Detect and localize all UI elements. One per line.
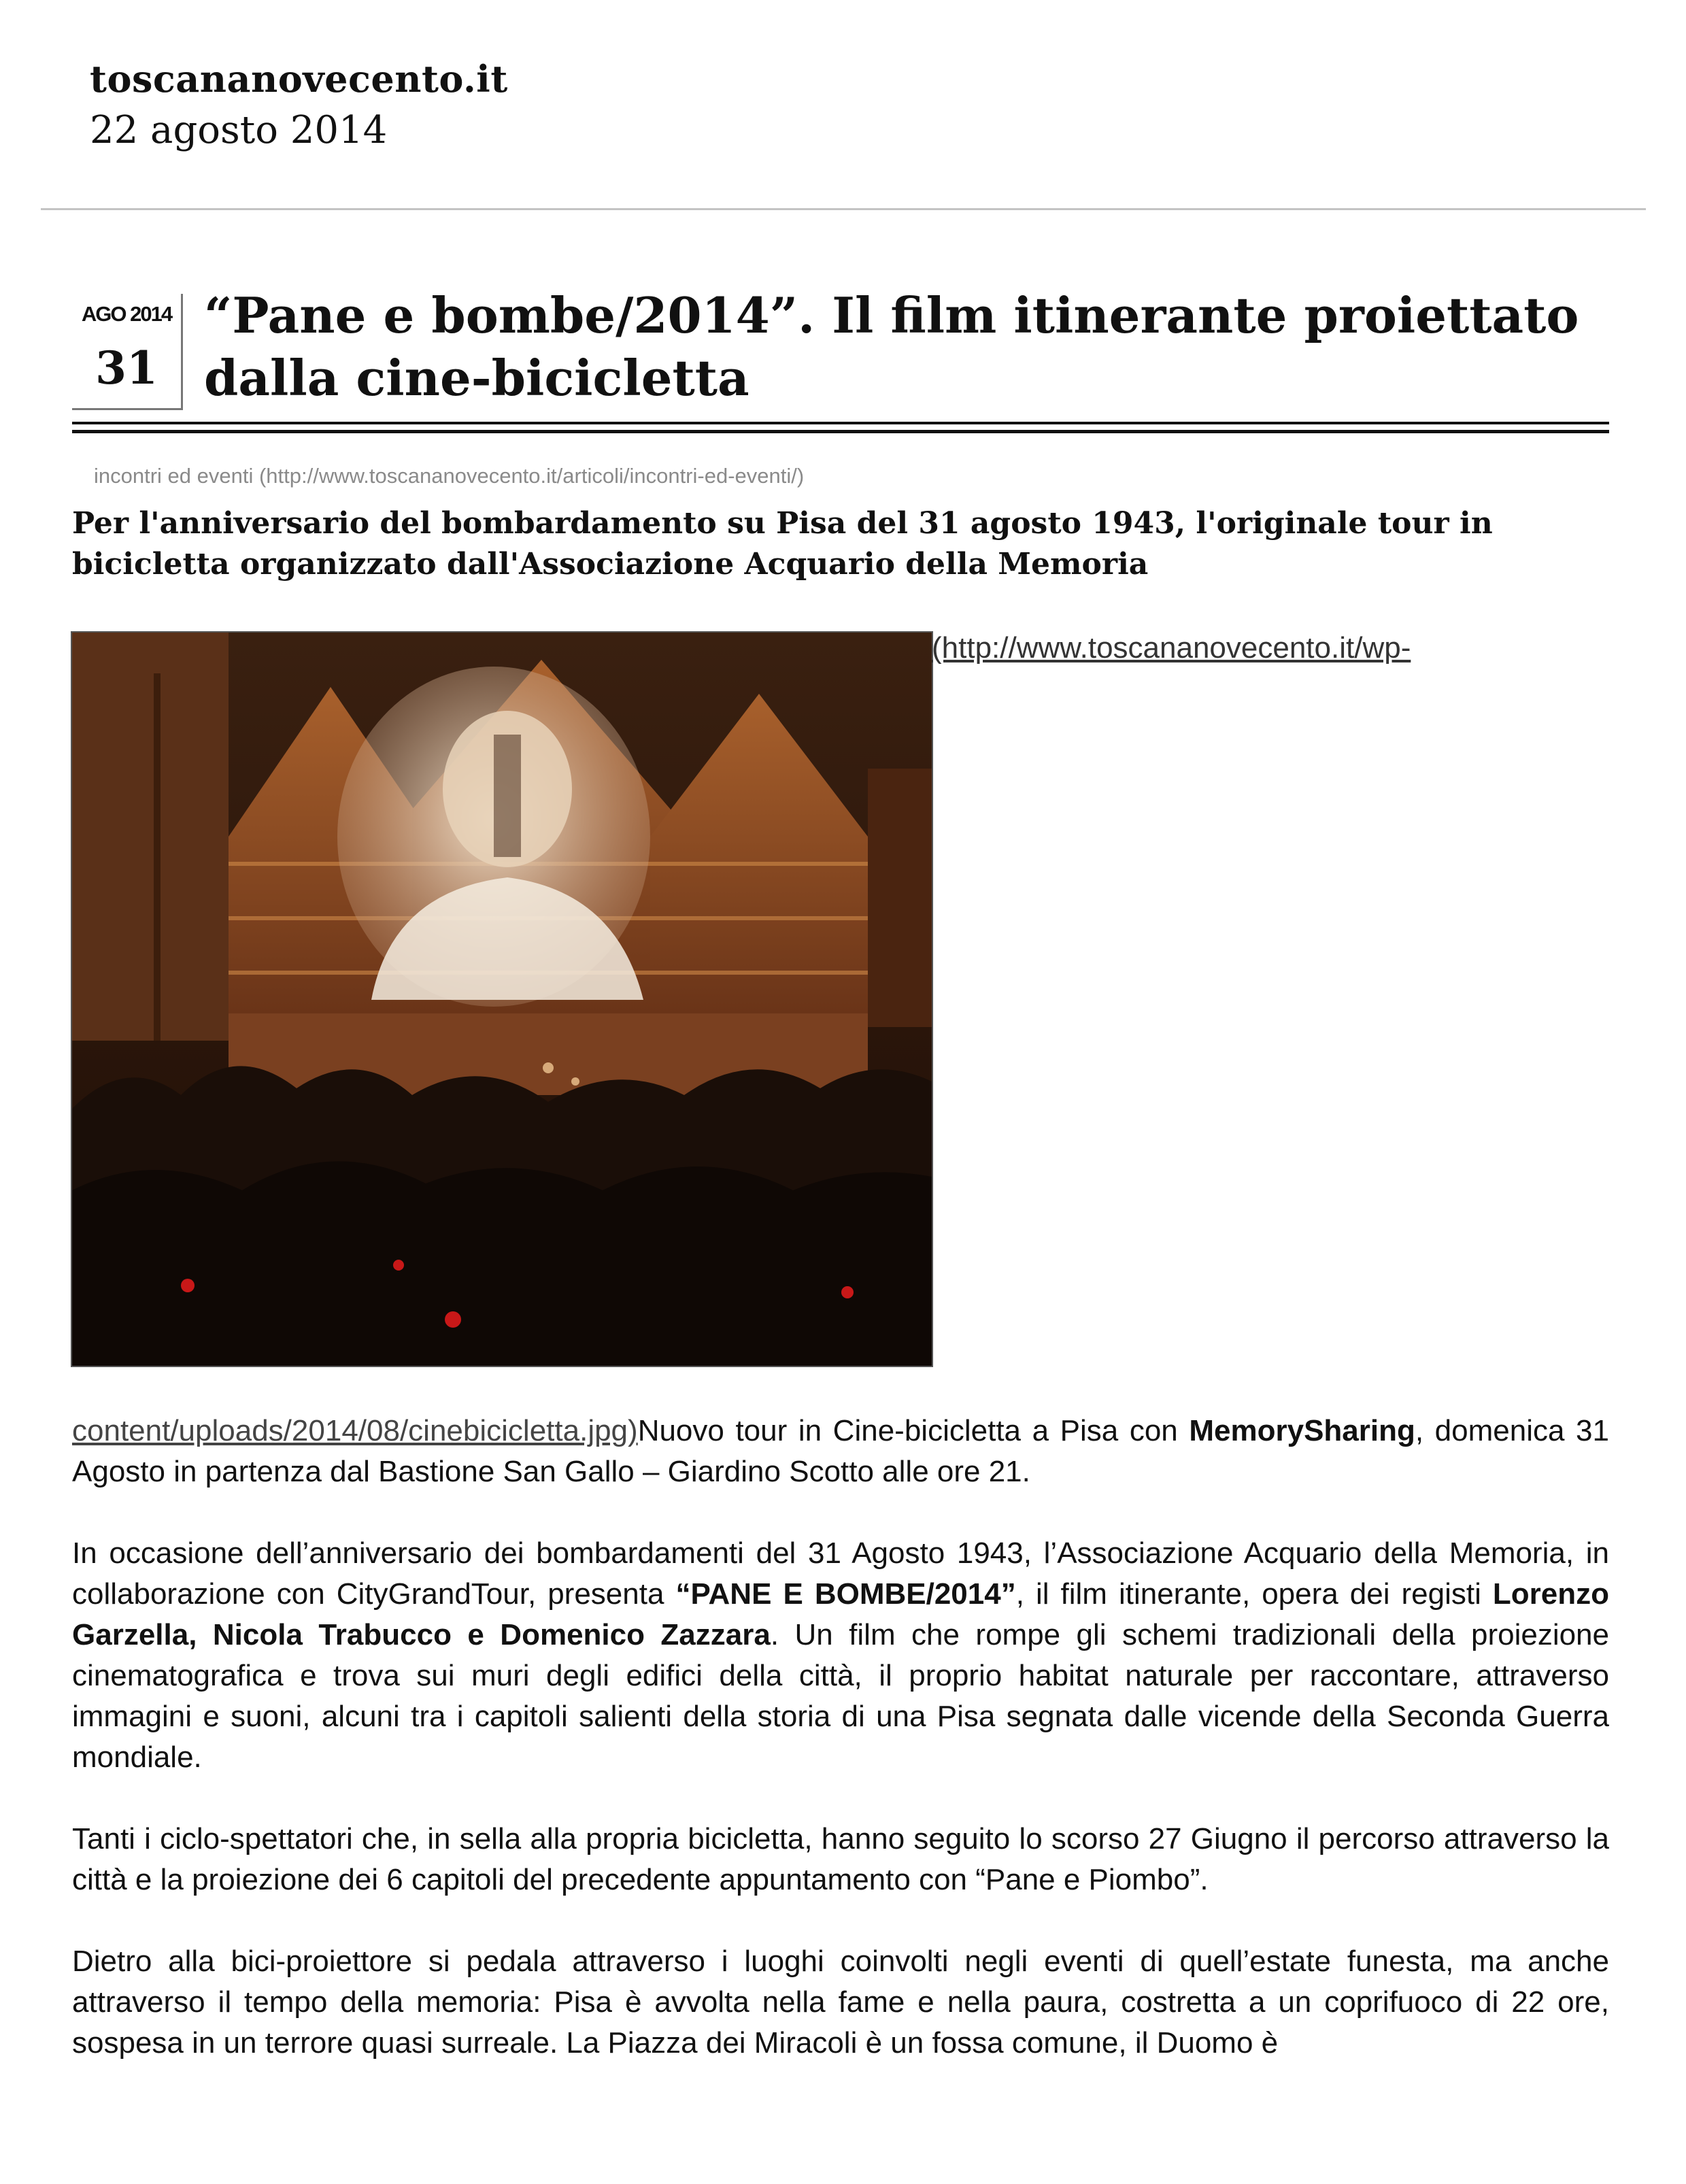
body-text-span: In occasione dell’anniversario dei bombardamenti del 31 Agosto 1943, l’Associazione Acquario della Memoria, in collaborazione con CityGrandTour, presenta [72,1536,1609,1611]
body-text-span: . Un film che rompe gli schemi tradizionali della proiezione cinematografica e trova sui muri degli edifici della città, il proprio habitat naturale per raccontare, attraverso immagini e suoni, alcuni tra i capitoli salienti della storia di una Pisa segnata dalle vicende della Seconda Guerra mondiale. [72,1618,1610,1774]
title-divider-double [72,430,1609,433]
source-header [90,54,508,158]
body-paragraph-3: Tanti i ciclo-spettatori che, in sella alla propria bicicletta, hanno seguito lo scorso 27 Giugno il percorso attraverso la città e la proiezione dei 6 capitoli del precedente appuntamento con “Pane e Piombo”. [72,1822,1609,1896]
bold-film-title: “PANE E BOMBE/2014” [675,1577,1016,1611]
post-date-day: 31 [95,341,158,394]
image-link-continued[interactable]: content/uploads/2014/08/cinebicicletta.jpg) [72,1414,638,1447]
header-divider [41,208,1646,210]
body-paragraph-1 [72,1411,1609,1492]
post-date-month: AGO 2014 [81,302,172,326]
body-text-span: , il film itinerante, opera dei registi [1015,1577,1493,1611]
bold-directors: Lorenzo Garzella, Nicola Trabucco e Domenico Zazzara [72,1577,1609,1651]
source-date: 22 agosto 2014 [90,108,388,152]
body-text-span: , domenica 31 Agosto in partenza dal Bastione San Gallo – Giardino Scotto alle ore 21. [72,1414,1609,1488]
body-text-span: Nuovo tour in Cine-bicicletta a Pisa con [637,1414,1190,1447]
title-divider [72,422,1609,424]
article-photo[interactable] [71,631,933,1367]
post-subtitle: Per l'anniversario del bombardamento su Pisa del 31 agosto 1943, l'originale tour in bicicletta organizzato dall'Associazione Acquario della Memoria [72,506,1493,582]
post-title: “Pane e bombe/2014”. Il film itinerante proiettato dalla cine-bicicletta [204,286,1579,407]
cinebicicletta-photo-graphic [72,633,932,1366]
body-paragraph-4: Dietro alla bici-proiettore si pedala attraverso i luoghi coinvolti negli eventi di quell’estate funesta, ma anche attraverso il tempo della memoria: Pisa è avvolta nella fame e nella paura, costretta a un coprifuoco di 22 ore, sospesa in un terrore quasi surreale. La Piazza dei Miracoli è un fossa comune, il Duomo è [72,1945,1609,2060]
post-date-box [72,294,183,410]
bold-memorysharing: MemorySharing [1189,1414,1415,1447]
image-link[interactable]: (http://www.toscananovecento.it/wp- [932,631,1411,665]
body-paragraph-2 [72,1533,1609,1778]
source-site: toscananovecento.it [90,57,508,101]
post-category[interactable]: incontri ed eventi (http://www.toscananovecento.it/articoli/incontri-ed-eventi/) [94,464,805,488]
